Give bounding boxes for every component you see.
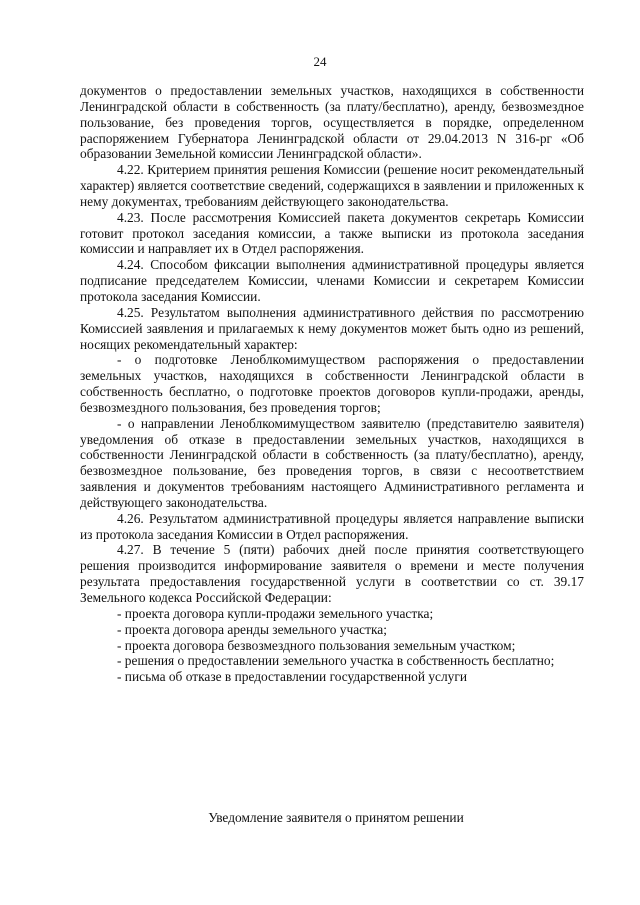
list-item: - проекта договора купли-продажи земельного участка; xyxy=(117,605,434,621)
list-item: - письма об отказе в предоставлении государственной услуги xyxy=(117,669,468,685)
list-item: - проекта договора безвозмездного пользования земельным участком; xyxy=(117,637,516,653)
paragraph-4-25-option-prepare-order: - о подготовке Леноблкомимуществом распоряжения о предоставлении земельных участков, находящихся в собственности Ленинградской области в собственность бесплатно, о подготовке проектов договоров купли-продажи, аренды, безвозмездного пользования, без проведения торгов; xyxy=(80,352,584,415)
paragraph-4-27: 4.27. В течение 5 (пяти) рабочих дней после принятия соответствующего решения производится информирование заявителя о времени и месте получения результата предоставления государственной услуги в соответствии со ст. 39.17 Земельного кодекса Российской Федерации: xyxy=(80,542,584,605)
paragraph-4-25-option-refusal-notice: - о направлении Леноблкомимуществом заявителю (представителю заявителя) уведомления об отказе в предоставлении земельных участков, находящихся в собственности Ленинградской области в собственность (за плату/бесплатно), аренду, безвозмездное пользование, без проведения торгов, в связи с несоответствием заявления и документов требованиям настоящего Административного регламента и действующего законодательства. xyxy=(80,415,584,510)
paragraph-4-24: 4.24. Способом фиксации выполнения административной процедуры является подписание председателем Комиссии, членами Комиссии и секретарем Комиссии протокола заседания Комиссии. xyxy=(80,257,584,304)
document-body xyxy=(80,83,584,685)
paragraph-4-23: 4.23. После рассмотрения Комиссией пакета документов секретарь Комиссии готовит протокол заседания комиссии, а также выписки из протокола заседания комиссии и направляет их в Отдел распоряжения. xyxy=(80,209,584,257)
paragraph-4-25: 4.25. Результатом выполнения административного действия по рассмотрению Комиссией заявления и прилагаемых к нему документов может быть одно из решений, носящих рекомендательный характер: xyxy=(80,304,584,352)
page-number: 24 xyxy=(313,54,327,69)
paragraph-4-22: 4.22. Критерием принятия решения Комиссии (решение носит рекомендательный характер) является соответствие сведений, содержащихся в заявлении и приложенных к нему документах, требованиям действующего законодательства. xyxy=(80,162,584,209)
section-heading: Уведомление заявителя о принятом решении xyxy=(208,810,464,825)
paragraph-continuation: документов о предоставлении земельных участков, находящихся в собственности Ленинградской области в собственность (за плату/бесплатно), аренду, безвозмездное пользование, без проведения торгов, осуществляется в порядке, определенном распоряжением Губернатора Ленинградской области от 29.04.2013 N 316-рг «Об образовании Земельной комиссии Ленинградской области». xyxy=(80,83,584,162)
list-item: - проекта договора аренды земельного участка; xyxy=(117,621,387,637)
paragraph-4-26: 4.26. Результатом административной процедуры является направление выписки из протокола заседания Комиссии в Отдел распоряжения. xyxy=(80,510,584,542)
list-item: - решения о предоставлении земельного участка в собственность бесплатно; xyxy=(117,653,555,669)
